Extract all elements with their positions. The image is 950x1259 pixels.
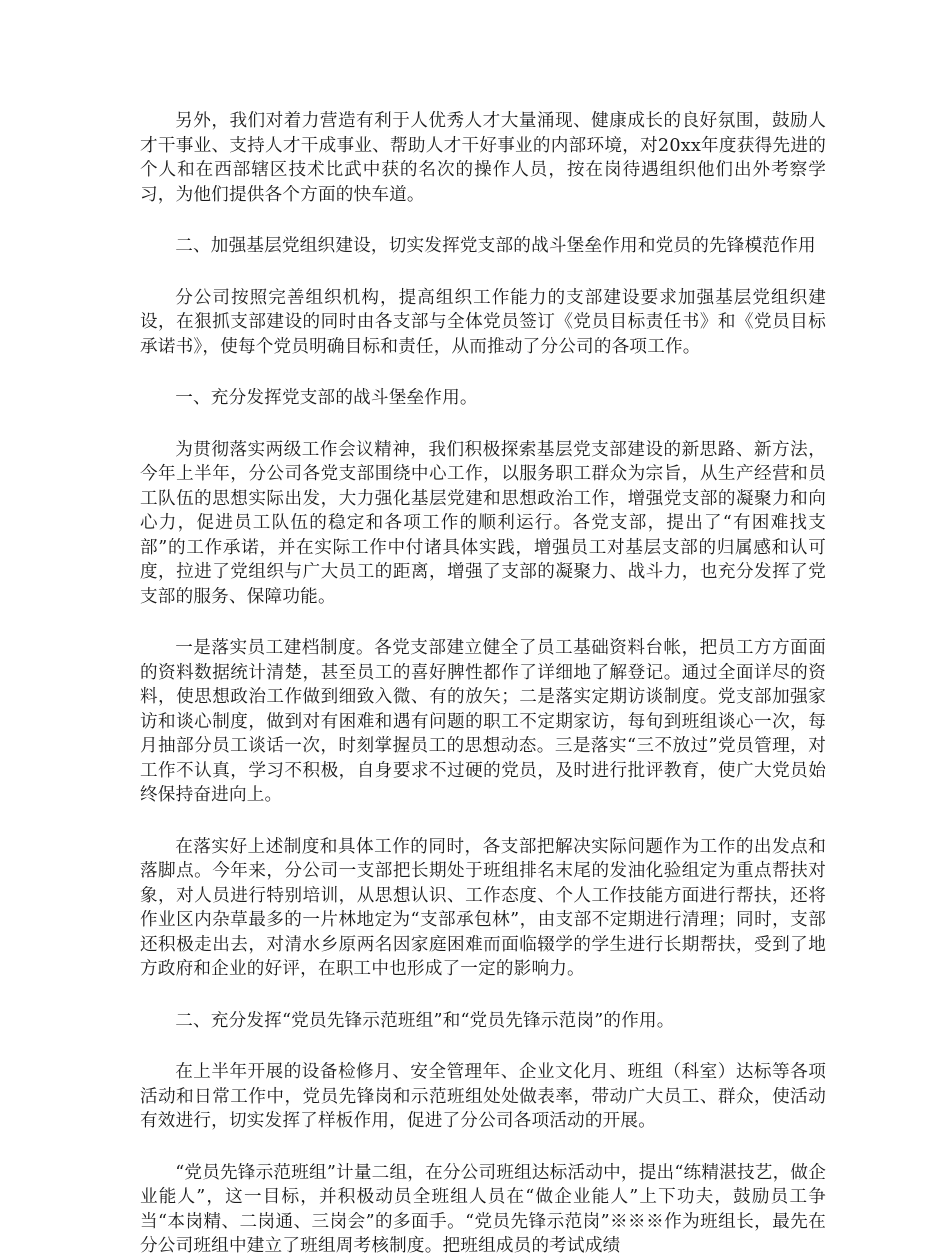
heading-section-two: 二、加强基层党组织建设，切实发挥党支部的战斗堡垒作用和党员的先锋模范作用 [175, 236, 816, 256]
paragraph-intro-talent: 另外，我们对着力营造有利于人优秀人才大量涌现、健康成长的良好氛围，鼓励人才干事业、支持人才干成事业、帮助人才干好事业的内部环境，对20xx年度获得先进的个人和在西部辖区技术比武中获的名次的操作人员，按在岗待遇组织他们出外考察学习，为他们提供各个方面的快车道。 [140, 111, 826, 205]
paragraph-work-conference: 为贯彻落实两级工作会议精神，我们积极探索基层党支部建设的新思路、新方法，今年上半年，分公司各党支部围绕中心工作，以服务职工群众为宗旨，从生产经营和员工队伍的思想实际出发，大力强化基层党建和思想政治工作，增强党支部的凝聚力和向心力，促进员工队伍的稳定和各项工作的顺利运行。各党支部，提出了“有困难找支部”的工作承诺，并在实际工作中付诸具体实践，增强员工对基层支部的归属感和认可度，拉进了党组织与广大员工的距离，增强了支部的凝聚力、战斗力，也充分发挥了党支部的服务、保障功能。 [140, 439, 826, 607]
paragraph-employee-records: 一是落实员工建档制度。各党支部建立健全了员工基础资料台帐，把员工方方面面的资料数据统计清楚，甚至员工的喜好脾性都作了详细地了解登记。通过全面详尽的资料，使思想政治工作做到细致入微、有的放矢；二是落实定期访谈制度。党支部加强家访和谈心制度，做到对有困难和遇有问题的职工不定期家访，每旬到班组谈心一次，每月抽部分员工谈话一次，时刻掌握员工的思想动态。三是落实“三不放过”党员管理，对工作不认真，学习不积极，自身要求不过硬的党员，及时进行批评教育，使广大党员始终保持奋进向上。 [140, 638, 826, 805]
paragraph-model-team: “党员先锋示范班组”计量二组，在分公司班组达标活动中，提出“练精湛技艺，做企业能人”，这一目标，并积极动员全班组人员在“做企业能人”上下功夫，鼓励员工争当“本岗精、二岗通、三岗会”的多面手。“党员先锋示范岗”※※※作为班组长，最先在分公司班组中建立了班组周考核制度。把班组成员的考试成绩 [140, 1162, 826, 1256]
paragraph-activities: 在上半年开展的设备检修月、安全管理年、企业文化月、班组（科室）达标等各项活动和日常工作中，党员先锋岗和示范班组处处做表率，带动广大员工、群众，使活动有效进行，切实发挥了样板作用，促进了分公司各项活动的开展。 [140, 1062, 826, 1131]
heading-vanguard-role: 二、充分发挥“党员先锋示范班组”和“党员先锋示范岗”的作用。 [175, 1010, 675, 1031]
paragraph-practical-problems: 在落实好上述制度和具体工作的同时，各支部把解决实际问题作为工作的出发点和落脚点。今年来，分公司一支部把长期处于班组排名末尾的发油化验组定为重点帮扶对象，对人员进行特别培训，从思想认识、工作态度、个人工作技能方面进行帮扶，还将作业区内杂草最多的一片林地定为“支部承包林”，由支部不定期进行清理；同时，支部还积极走出去，对清水乡原两名因家庭困难而面临辍学的学生进行长期帮扶，受到了地方政府和企业的好评，在职工中也形成了一定的影响力。 [140, 836, 826, 979]
heading-fortress-role: 一、充分发挥党支部的战斗堡垒作用。 [175, 388, 478, 408]
paragraph-branch-organization: 分公司按照完善组织机构，提高组织工作能力的支部建设要求加强基层党组织建设，在狠抓支部建设的同时由各支部与全体党员签订《党员目标责任书》和《党员目标承诺书》，使每个党员明确目标和责任，从而推动了分公司的各项工作。 [140, 287, 826, 357]
